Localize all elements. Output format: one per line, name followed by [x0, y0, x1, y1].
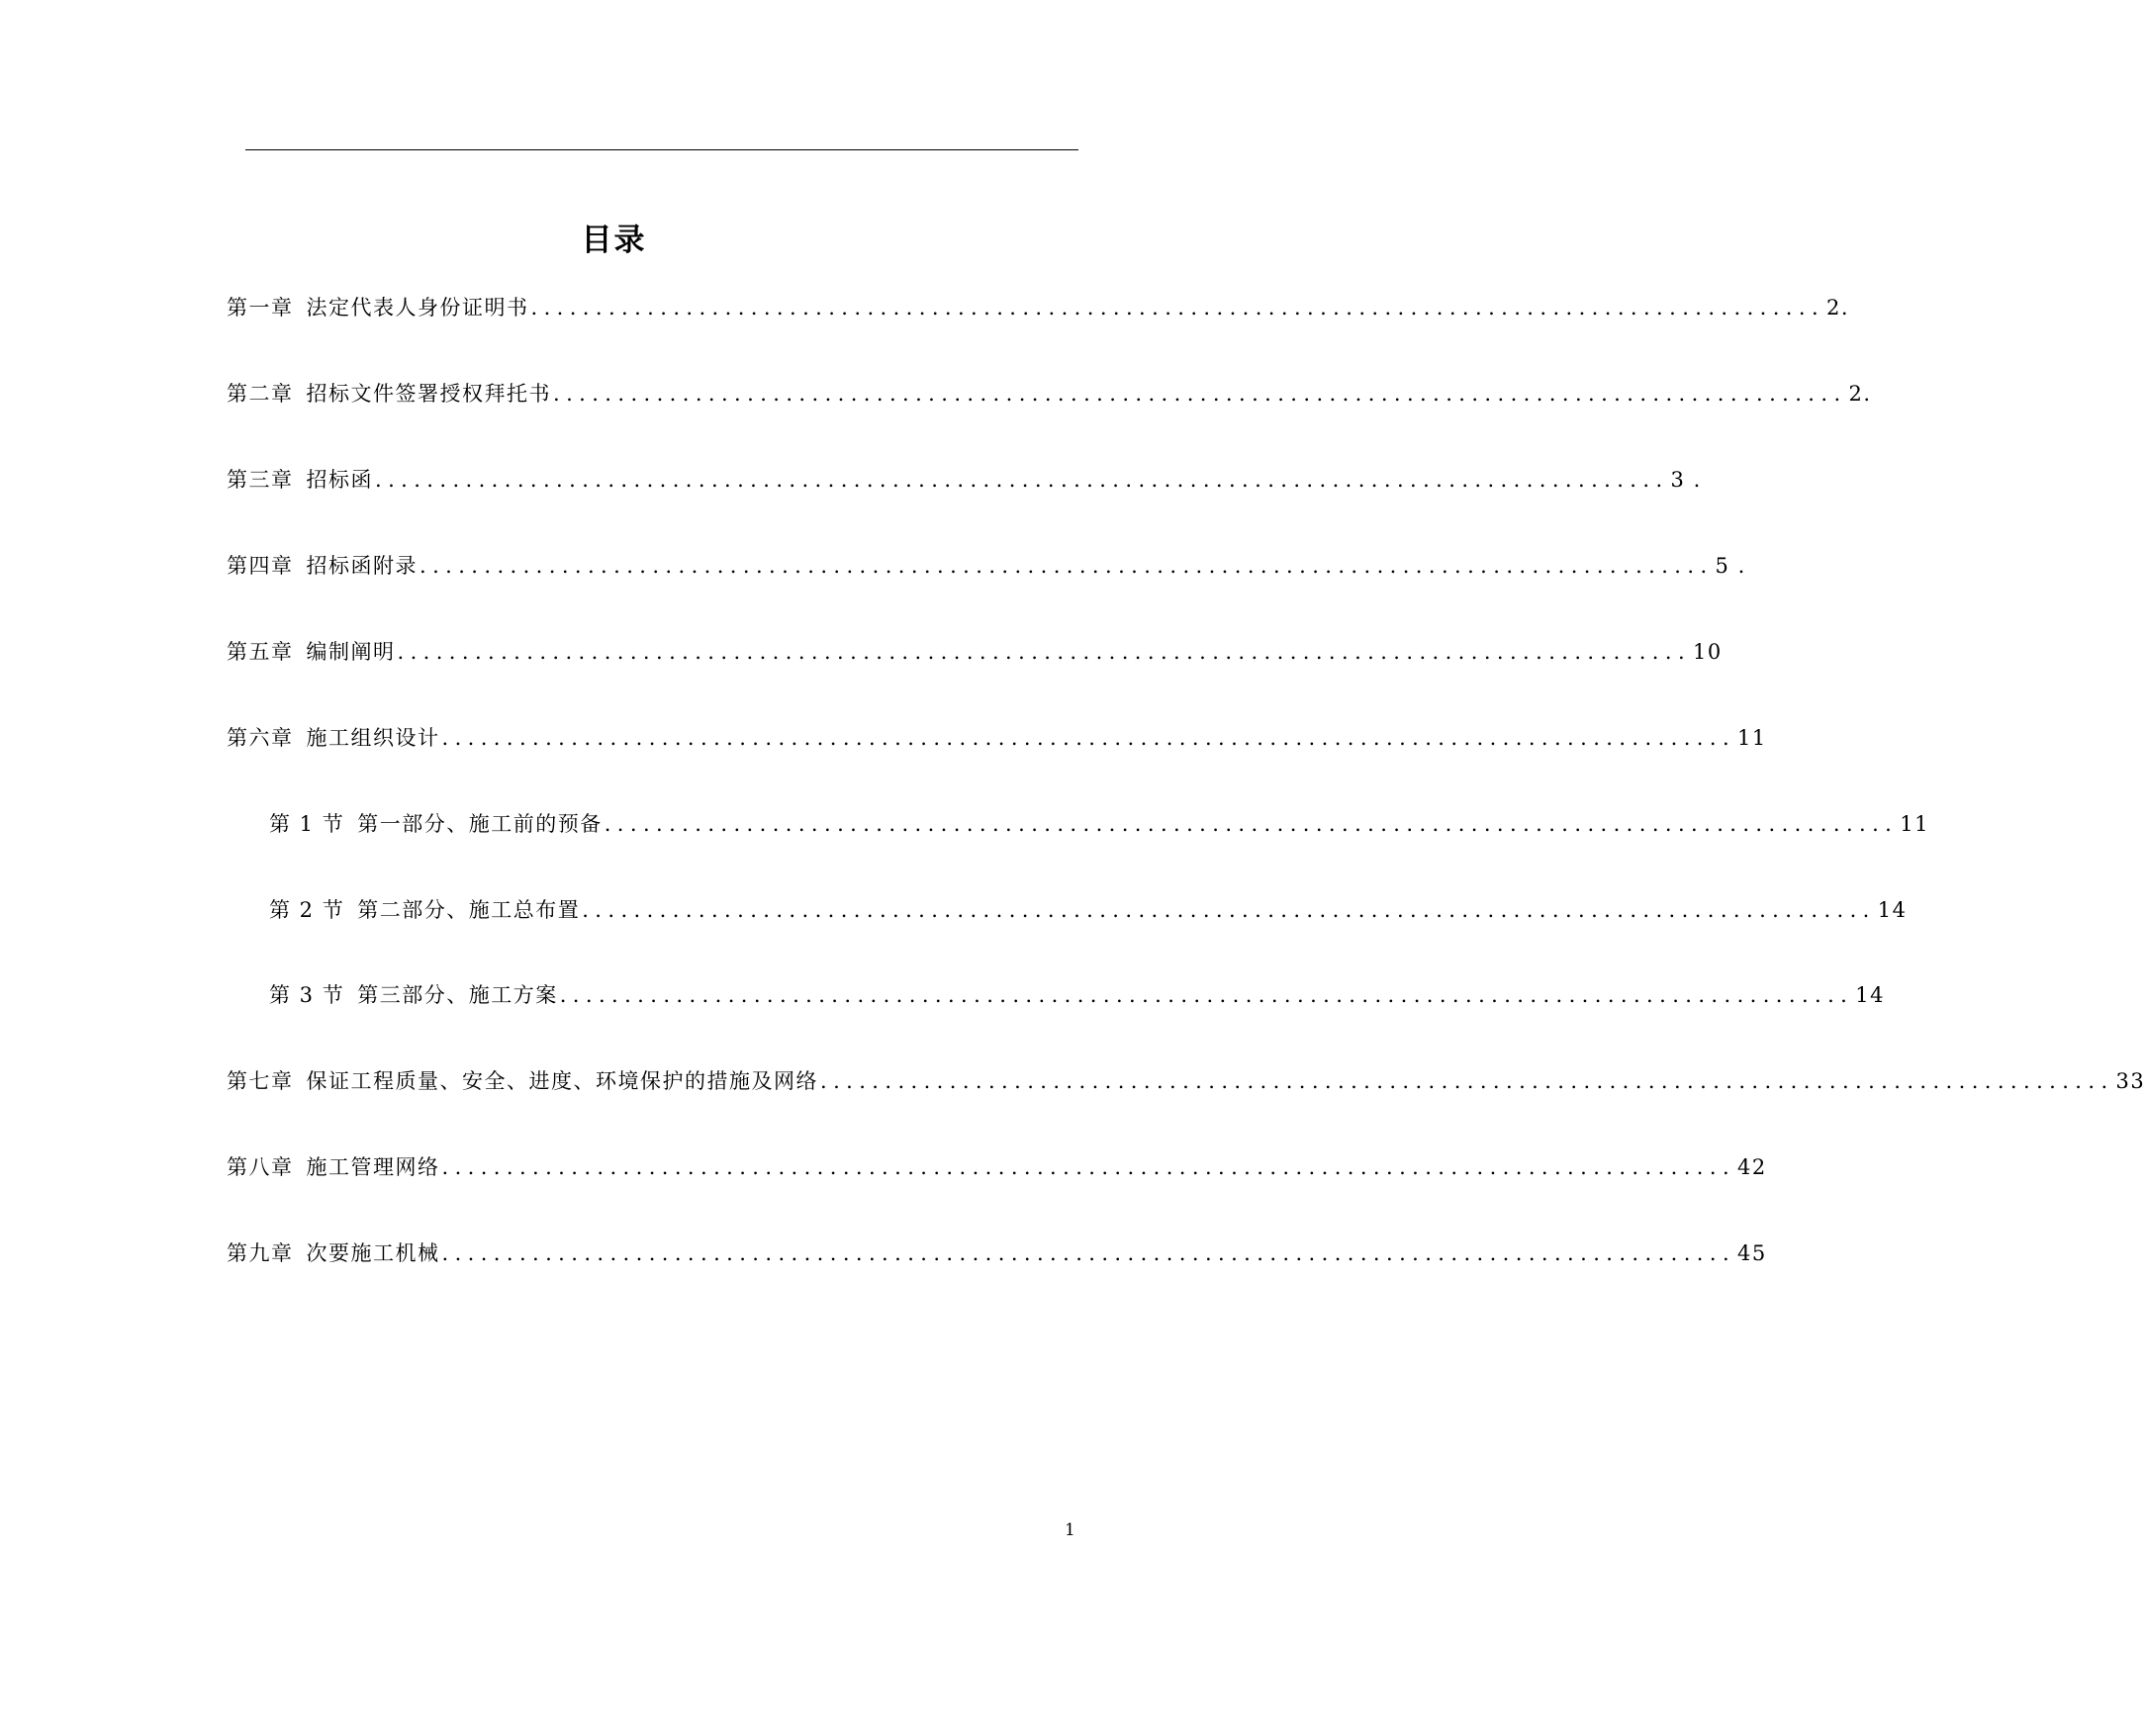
toc-entry-page: 14 — [1877, 898, 1908, 922]
toc-entry-title: 招标函 — [306, 468, 373, 492]
toc-entry-title: 保证工程质量、安全、进度、环境保护的措施及网络 — [306, 1069, 818, 1093]
toc-entry[interactable] — [227, 548, 1746, 580]
toc-entry-page: 11 — [1737, 726, 1767, 750]
toc-entry-number: 第六章 — [227, 726, 294, 750]
toc-entry-title: 招标文件签署授权拜托书 — [306, 382, 551, 406]
toc-dot-leader: .................................................................................................... — [582, 898, 1876, 922]
toc-entry-number: 第九章 — [227, 1241, 294, 1265]
toc-entry[interactable] — [269, 892, 1908, 924]
toc-dot-leader: .................................................................................................... — [559, 983, 1854, 1007]
toc-entry-title: 施工组织设计 — [306, 726, 440, 750]
toc-entry-page: 11 — [1900, 812, 1929, 836]
toc-entry-page: 45 — [1737, 1241, 1767, 1265]
toc-entry[interactable] — [227, 376, 1872, 408]
toc-entry-title: 第一部分、施工前的预备 — [357, 812, 603, 836]
toc-entry-page: 10 — [1693, 640, 1723, 664]
toc-dot-leader: .................................................................................................... — [820, 1069, 2114, 1093]
toc-entry-title: 次要施工机械 — [306, 1241, 440, 1265]
toc-entry-title: 招标函附录 — [306, 554, 418, 578]
page-number: 1 — [1065, 1520, 1075, 1540]
toc-entry[interactable] — [227, 1235, 1767, 1267]
toc-entry[interactable] — [227, 720, 1767, 752]
toc-entry-title: 法定代表人身份证明书 — [306, 296, 529, 320]
toc-dot-leader: .................................................................................................... — [530, 296, 1825, 320]
toc-entry[interactable] — [269, 806, 1929, 838]
toc-dot-leader: .................................................................................................... — [375, 468, 1669, 492]
toc-entry-title: 编制阐明 — [306, 640, 396, 664]
toc-entry-number: 第 2 节 — [269, 898, 345, 922]
toc-entry[interactable] — [227, 1149, 1767, 1181]
toc-dot-leader: .................................................................................................... — [420, 554, 1714, 578]
toc-entry-title: 施工管理网络 — [306, 1155, 440, 1179]
toc-dot-leader: .................................................................................................... — [441, 726, 1736, 750]
toc-entry[interactable] — [227, 462, 1702, 494]
toc-entry-number: 第一章 — [227, 296, 294, 320]
toc-dot-leader: .................................................................................................... — [604, 812, 1899, 836]
toc-entry[interactable] — [227, 1063, 2145, 1095]
toc-entry[interactable] — [269, 977, 1885, 1009]
toc-dot-leader: .................................................................................................... — [397, 640, 1692, 664]
toc-entry[interactable] — [227, 634, 1723, 666]
toc-entry[interactable] — [227, 290, 1850, 321]
toc-entry-number: 第七章 — [227, 1069, 294, 1093]
toc-entry-page: 2. — [1848, 382, 1872, 406]
toc-entry-page: 2. — [1826, 296, 1850, 320]
toc-entry-number: 第五章 — [227, 640, 294, 664]
toc-entry-number: 第四章 — [227, 554, 294, 578]
toc-dot-leader: .................................................................................................... — [553, 382, 1847, 406]
toc-entry-page: 14 — [1855, 983, 1885, 1007]
toc-entry-number: 第二章 — [227, 382, 294, 406]
toc-entry-page: 5 . — [1715, 554, 1746, 578]
toc-entry-number: 第 1 节 — [269, 812, 345, 836]
toc-dot-leader: .................................................................................................... — [441, 1241, 1736, 1265]
toc-entry-page: 3 . — [1670, 468, 1702, 492]
toc-title: 目录 — [581, 222, 647, 258]
toc-dot-leader: .................................................................................................... — [441, 1155, 1736, 1179]
toc-entry-number: 第三章 — [227, 468, 294, 492]
toc-entry-title: 第三部分、施工方案 — [357, 983, 558, 1007]
toc-entry-number: 第八章 — [227, 1155, 294, 1179]
toc-entry-title: 第二部分、施工总布置 — [357, 898, 581, 922]
toc-entry-number: 第 3 节 — [269, 983, 345, 1007]
toc-entry-page: 33 — [2115, 1069, 2145, 1093]
toc-entry-page: 42 — [1737, 1155, 1767, 1179]
